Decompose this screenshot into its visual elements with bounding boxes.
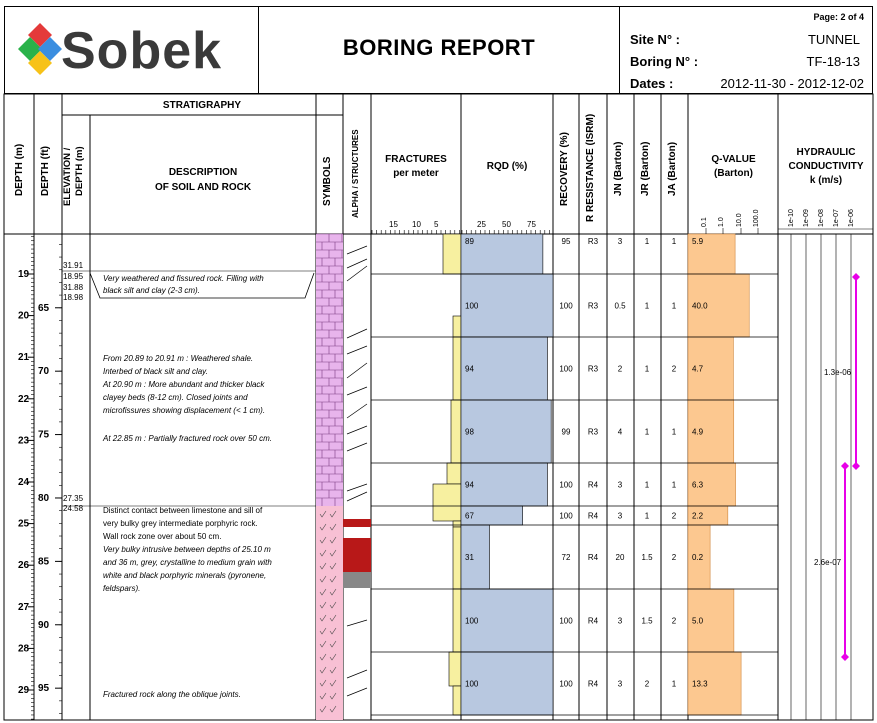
structure-band — [343, 519, 371, 527]
resistance-value: R4 — [587, 679, 599, 689]
dates-label: Dates : — [630, 76, 674, 91]
fracture-bar — [453, 316, 461, 337]
q-value: 4.9 — [692, 427, 704, 437]
elevation-label: 27.35 — [63, 494, 84, 503]
depth-ft-label: 75 — [38, 429, 50, 441]
k-tick-label: 1e-07 — [833, 209, 840, 227]
rqd-value: 100 — [465, 679, 479, 689]
fracture-bar — [447, 463, 461, 484]
page-number: Page: 2 of 4 — [813, 12, 864, 22]
k-tick-label: 1e-08 — [818, 209, 825, 227]
recovery-value: 99 — [561, 427, 571, 437]
q-value: 5.0 — [692, 616, 704, 626]
boring-label: Boring N° : — [630, 54, 699, 69]
desc-line: At 22.85 m : Partially fractured rock over 50 cm. — [103, 434, 272, 443]
jr-value: 1 — [644, 301, 650, 311]
structure-line — [347, 259, 367, 268]
desc-line: white and black porphyric minerals (pyronene, — [103, 571, 267, 580]
col-jr: JR (Barton) — [640, 141, 651, 196]
elevation-label: 24.58 — [63, 504, 84, 513]
site-label: Site N° : — [630, 32, 680, 47]
structure-line — [347, 688, 367, 696]
recovery-value: 100 — [559, 616, 573, 626]
desc-line: Very bulky intrusive between depths of 25.10 m — [103, 545, 271, 554]
depth-m-label: 26 — [18, 560, 30, 572]
page-title: BORING REPORT — [342, 35, 536, 60]
depth-m-label: 19 — [18, 269, 30, 280]
rqd-value: 94 — [465, 480, 474, 490]
jr-value: 2 — [644, 679, 650, 689]
boring-value: TF-18-13 — [806, 54, 860, 69]
desc-line: feldspars). — [103, 584, 141, 593]
jn-value: 2 — [617, 364, 623, 374]
rqd-tick-label: 75 — [527, 220, 536, 229]
structure-line — [347, 266, 367, 281]
depth-m-label: 21 — [18, 352, 30, 364]
q-tick-label: 10.0 — [736, 213, 743, 227]
jn-value: 3 — [617, 511, 623, 521]
q-value: 5.9 — [692, 237, 704, 246]
desc-line: black silt and clay (2-3 cm). — [103, 286, 200, 295]
ja-value: 2 — [671, 364, 677, 374]
col-fractures-2: per meter — [393, 168, 439, 179]
depth-ft-label: 80 — [38, 492, 50, 504]
resistance-value: R4 — [587, 616, 599, 626]
resistance-value: R4 — [587, 553, 599, 562]
recovery-value: 100 — [559, 364, 573, 374]
q-tick-label: 100.0 — [753, 209, 760, 227]
elevation-label: 18.95 — [63, 272, 84, 281]
resistance-value: R3 — [587, 237, 599, 246]
q-value: 2.2 — [692, 511, 704, 521]
depth-ft-label: 70 — [38, 366, 50, 378]
recovery-value: 100 — [559, 511, 573, 521]
structure-line — [347, 492, 367, 501]
rqd-tick-label: 50 — [502, 220, 511, 229]
jn-value: 3 — [617, 679, 623, 689]
depth-m-label: 27 — [18, 601, 30, 613]
resistance-value: R3 — [587, 364, 599, 374]
fracture-bar — [453, 527, 461, 589]
q-value: 13.3 — [692, 679, 708, 689]
fracture-bar — [453, 337, 461, 400]
jn-value: 0.5 — [614, 301, 626, 311]
q-value: 4.7 — [692, 364, 704, 374]
q-value: 0.2 — [692, 553, 704, 562]
desc-line: clayey beds (8-12 cm). Closed joints and — [103, 393, 248, 402]
depth-m-label: 20 — [18, 310, 30, 322]
recovery-value: 95 — [561, 237, 571, 246]
rqd-value: 100 — [465, 301, 479, 311]
brand-name: Sobek — [61, 22, 223, 80]
col-alpha: ALPHA / STRUCTURES — [351, 129, 360, 218]
col-depth-ft: DEPTH (ft) — [40, 146, 51, 196]
rqd-value: 31 — [465, 553, 474, 562]
depth-ft-label: 90 — [38, 619, 50, 631]
depth-m-label: 25 — [18, 518, 30, 530]
desc-line: very bulky grey intermediate porphyric rock. — [103, 519, 258, 528]
recovery-value: 72 — [561, 553, 571, 562]
q-tick-label: 1.0 — [718, 217, 725, 227]
fracture-bar — [449, 652, 461, 686]
desc-line: Fractured rock along the oblique joints. — [103, 690, 241, 699]
col-depth-m: DEPTH (m) — [14, 143, 25, 196]
ja-value: 1 — [671, 427, 677, 437]
depth-m-label: 24 — [18, 477, 30, 488]
col-qvalue: Q-VALUE — [711, 154, 756, 165]
jr-value: 1.5 — [641, 553, 653, 562]
fracture-bar — [451, 400, 461, 463]
structure-line — [347, 670, 367, 678]
ja-value: 1 — [671, 480, 677, 490]
rqd-value: 89 — [465, 237, 474, 246]
structure-line — [347, 346, 367, 354]
structure-line — [347, 246, 367, 254]
k-value: 1.3e-06 — [824, 368, 852, 377]
q-value: 6.3 — [692, 480, 704, 490]
col-recovery: RECOVERY (%) — [559, 132, 570, 206]
rqd-value: 100 — [465, 616, 479, 626]
fracture-bar — [453, 589, 461, 652]
resistance-value: R4 — [587, 511, 599, 521]
structure-band — [343, 538, 371, 572]
recovery-value: 100 — [559, 480, 573, 490]
elevation-label: 31.91 — [63, 261, 84, 270]
rqd-bar — [461, 337, 547, 400]
desc-line: Wall rock zone over about 50 cm. — [103, 532, 222, 541]
col-fractures: FRACTURES — [385, 154, 447, 165]
jn-value: 3 — [617, 480, 623, 490]
structure-line — [347, 620, 367, 626]
ja-value: 2 — [671, 553, 677, 562]
desc-line: From 20.89 to 20.91 m : Weathered shale. — [103, 354, 254, 363]
recovery-value: 100 — [559, 301, 573, 311]
desc-line: Distinct contact between limestone and sill of — [103, 506, 263, 515]
recovery-value: 100 — [559, 679, 573, 689]
k-tick-label: 1e-06 — [848, 209, 855, 227]
desc-line: and 36 m, grey, crystalline to medium grain with — [103, 558, 272, 567]
structure-line — [347, 329, 367, 338]
ja-value: 1 — [671, 301, 677, 311]
jr-value: 1 — [644, 480, 650, 490]
structure-line — [347, 404, 367, 418]
ja-value: 2 — [671, 511, 677, 521]
rqd-tick-label: 25 — [477, 220, 486, 229]
fracture-bar — [453, 521, 461, 527]
col-ja: JA (Barton) — [667, 141, 678, 196]
depth-ft-label: 95 — [38, 683, 50, 695]
dates-value: 2012-11-30 - 2012-12-02 — [720, 76, 864, 91]
depth-ft-label: 65 — [38, 302, 50, 314]
jn-value: 20 — [615, 553, 625, 562]
col-resistance: R RESISTANCE (ISRM) — [585, 113, 596, 222]
depth-m-label: 22 — [18, 393, 30, 405]
depth-m-label: 23 — [18, 435, 30, 447]
desc-line: microfissures showing displacement (< 1 cm). — [103, 406, 266, 415]
depth-ft-label: 85 — [38, 556, 50, 568]
col-rqd: RQD (%) — [486, 161, 528, 172]
k-tick-label: 1e-09 — [803, 209, 810, 227]
jr-value: 1 — [644, 237, 650, 246]
col-description-2: OF SOIL AND ROCK — [154, 182, 252, 193]
depth-m-label: 28 — [18, 643, 30, 655]
jn-value: 3 — [617, 237, 623, 246]
col-stratigraphy: STRATIGRAPHY — [162, 100, 242, 111]
jn-value: 4 — [617, 427, 623, 437]
rqd-value: 98 — [465, 427, 474, 437]
desc-line: Very weathered and fissured rock. Filling with — [103, 274, 264, 283]
col-qvalue-2: (Barton) — [714, 168, 753, 179]
fracture-bar — [443, 234, 461, 274]
rqd-value: 94 — [465, 364, 474, 374]
structure-line — [347, 387, 367, 395]
resistance-value: R4 — [587, 480, 599, 490]
col-symbols: SYMBOLS — [322, 156, 333, 206]
rqd-bar — [461, 400, 551, 463]
col-description: DESCRIPTION — [168, 167, 238, 178]
elevation-label: 18.98 — [63, 293, 84, 302]
jr-value: 1 — [644, 427, 650, 437]
q-value: 40.0 — [692, 301, 708, 311]
structure-band — [343, 572, 371, 588]
fracture-bar — [453, 686, 461, 715]
ja-value: 1 — [671, 679, 677, 689]
desc-line: At 20.90 m : More abundant and thicker black — [103, 380, 265, 389]
col-hydraulic-3: k (m/s) — [809, 175, 843, 186]
k-value: 2.6e-07 — [814, 558, 842, 567]
desc-line: Interbed of black silt and clay. — [103, 367, 208, 376]
resistance-value: R3 — [587, 301, 599, 311]
fracture-tick-label: 5 — [434, 220, 439, 229]
q-tick-label: 0.1 — [701, 217, 708, 227]
fracture-tick-label: 10 — [412, 220, 421, 229]
col-hydraulic-2: CONDUCTIVITY — [788, 161, 864, 172]
jn-value: 3 — [617, 616, 623, 626]
fracture-tick-label: 15 — [389, 220, 398, 229]
resistance-value: R3 — [587, 427, 599, 437]
jr-value: 1.5 — [641, 616, 653, 626]
col-jn: JN (Barton) — [613, 141, 624, 196]
col-elevation: ELEVATION / — [62, 147, 73, 206]
structure-line — [347, 443, 367, 451]
ja-value: 2 — [671, 616, 677, 626]
structure-line — [347, 484, 367, 491]
ja-value: 1 — [671, 237, 677, 246]
jr-value: 1 — [644, 511, 650, 521]
depth-m-label: 29 — [18, 685, 30, 696]
structure-line — [347, 426, 367, 434]
fracture-bar — [433, 484, 461, 521]
site-value: TUNNEL — [807, 32, 860, 47]
intrusive-symbol — [316, 506, 343, 720]
jr-value: 1 — [644, 364, 650, 374]
rqd-value: 67 — [465, 511, 474, 521]
elevation-label: 31.88 — [63, 283, 84, 292]
structure-line — [347, 363, 367, 378]
rqd-bar — [461, 463, 547, 506]
k-tick-label: 1e-10 — [788, 209, 795, 227]
col-elevation-2: DEPTH (m) — [74, 146, 85, 196]
col-hydraulic: HYDRAULIC — [796, 147, 856, 158]
